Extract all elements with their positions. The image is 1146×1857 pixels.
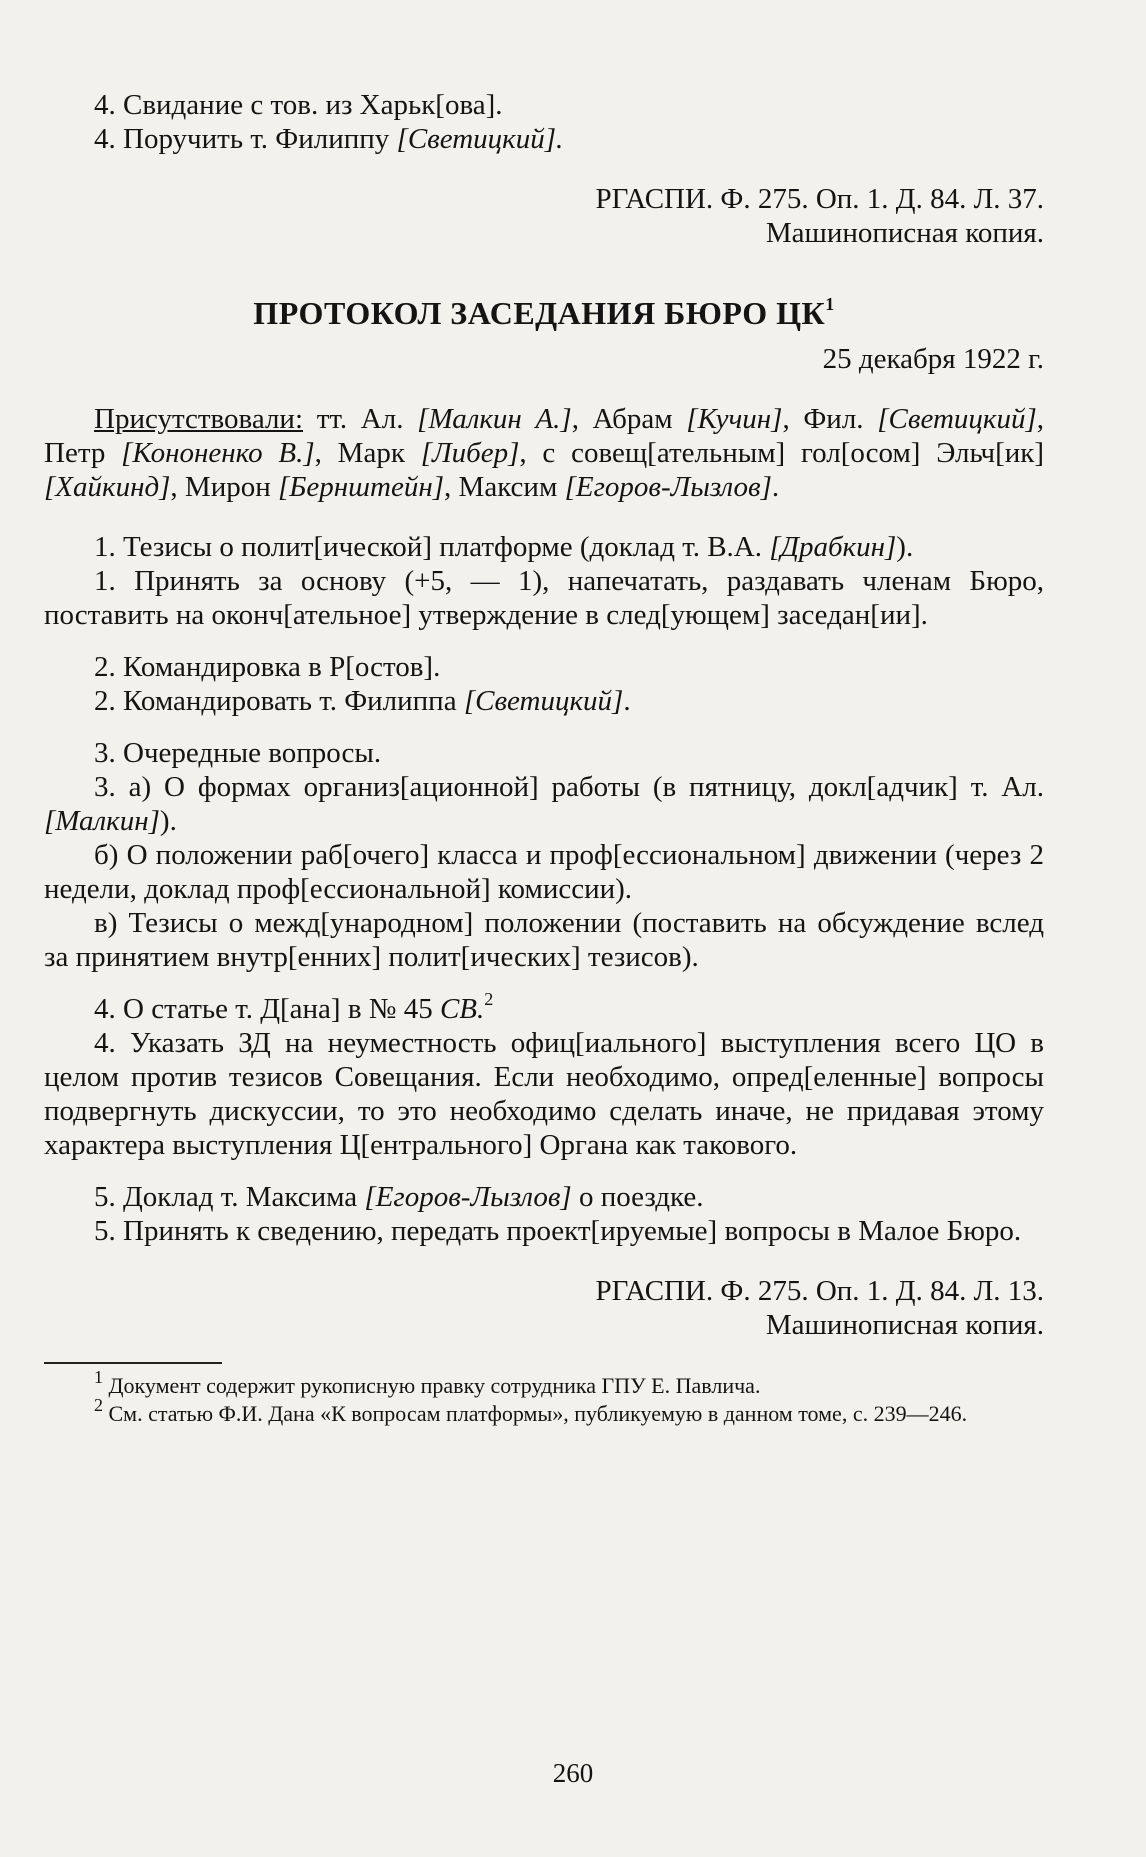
item-4-heading-text: 4. О статье т. Д[ана] в № 45 (94, 993, 440, 1025)
item-3a-end: ). (159, 805, 177, 837)
attendee-name: [Егоров-Лызлов] (564, 471, 772, 503)
attendees-paragraph (44, 402, 1044, 504)
footnote-1-mark: 1 (94, 1366, 103, 1387)
attendees-label: Присутствовали: (94, 403, 304, 435)
item-3a-name: [Малкин] (44, 805, 160, 837)
item-3-heading: 3. Очередные вопросы. (94, 737, 382, 769)
protocol-date: 25 декабря 1922 г. (822, 343, 1044, 375)
item-5-heading (44, 1180, 1044, 1214)
item-5-decision: 5. Принять к сведению, передать проект[ируемые] вопросы в Малое Бюро. (94, 1215, 1022, 1247)
attendee-text: , Мирон (170, 471, 278, 503)
item-1-decision: 1. Принять за основу (+5, — 1), напечатать, раздавать членам Бюро, поставить на оконч[ательное] утверждение в след[ующем] заседан[ии]. (44, 565, 1044, 631)
item-4-heading (44, 989, 1044, 1026)
attendee-name: [Кучин] (686, 403, 783, 435)
attendee-text: , Марк (314, 437, 421, 469)
attendee-name: [Кононенко В.] (121, 437, 315, 469)
top-line-2-text: 4. Поручить т. Филиппу (94, 123, 397, 155)
item-2-heading: 2. Командировка в Р[остов]. (94, 651, 441, 683)
item-3-decision-a (44, 770, 1044, 838)
attendee-text: , Петр (44, 403, 1044, 469)
page-number: 260 (552, 1758, 594, 1788)
item-1-heading-text: 1. Тезисы о полит[ической] платформе (доклад т. В.А. (94, 531, 770, 563)
item-5-name: [Егоров-Лызлов] (364, 1181, 572, 1213)
item-3-decision-c: в) Тезисы о межд[ународном] положении (поставить на обсуждение вслед за принятием внутр[енних] полит[ических] тезисов). (44, 907, 1044, 973)
attendee-text: , Фил. (782, 403, 878, 435)
attendee-name: [Малкин А.] (417, 403, 572, 435)
item-1-heading (44, 530, 1044, 564)
archive-source-2: РГАСПИ. Ф. 275. Оп. 1. Д. 84. Л. 13. (595, 1275, 1044, 1307)
item-4-journal: СВ. (439, 993, 485, 1025)
attendee-name: [Бернштейн] (278, 471, 445, 503)
item-5-heading-end: о поездке. (571, 1181, 704, 1213)
top-line-2 (44, 122, 1044, 156)
item-3a-text: 3. а) О формах организ[ационной] работы (в пятницу, докл[адчик] т. Ал. (94, 771, 1044, 803)
footnote-rule (44, 1362, 222, 1364)
attendee-name: [Либер] (420, 437, 520, 469)
top-line-2-name: [Светицкий]. (396, 123, 564, 155)
top-line-1: 4. Свидание с тов. из Харьк[ова]. (94, 89, 503, 121)
footnote-2 (44, 1394, 1044, 1428)
archive-source-1: РГАСПИ. Ф. 275. Оп. 1. Д. 84. Л. 37. (595, 183, 1044, 215)
attendee-name: [Светицкий] (877, 403, 1037, 435)
attendee-text: . (771, 471, 780, 503)
attendee-text: , Максим (444, 471, 565, 503)
item-5-heading-text: 5. Доклад т. Максима (94, 1181, 365, 1213)
attendee-text: , с совещ[ательным] гол[осом] Эльч[ик] (519, 437, 1045, 469)
page-content (44, 88, 1044, 1428)
copy-note-1: Машинописная копия. (765, 217, 1044, 249)
footnote-2-mark: 2 (94, 1394, 103, 1415)
item-2-decision-text: 2. Командировать т. Филиппа (94, 685, 464, 717)
item-1-speaker: [Драбкин] (769, 531, 897, 563)
item-2-decision-end: . (623, 685, 631, 717)
attendee-name: [Хайкинд] (44, 471, 171, 503)
protocol-title (44, 294, 1044, 332)
footnote-1-text: Документ содержит рукописную правку сотрудника ГПУ Е. Павлича. (103, 1373, 761, 1398)
protocol-title-text: ПРОТОКОЛ ЗАСЕДАНИЯ БЮРО ЦК (253, 295, 826, 331)
item-2-name: [Светицкий] (463, 685, 624, 717)
item-4-footnote-mark: 2 (484, 989, 494, 1010)
item-2-decision (44, 684, 1044, 718)
attendee-text: тт. Ал. (303, 403, 418, 435)
footnote-2-text: См. статью Ф.И. Дана «К вопросам платформы», публикуемую в данном томе, с. 239—246. (103, 1401, 968, 1426)
footnote-1 (44, 1366, 1044, 1400)
item-3-decision-b: б) О положении раб[очего] класса и проф[ессиональном] движении (через 2 недели, доклад проф[ессиональной] комиссии). (44, 839, 1044, 905)
protocol-title-footnote-mark: 1 (825, 294, 835, 315)
item-1-heading-end: ). (896, 531, 914, 563)
attendee-text: , Абрам (571, 403, 687, 435)
copy-note-2: Машинописная копия. (765, 1309, 1044, 1341)
item-4-decision: 4. Указать ЗД на неуместность офиц[иального] выступления всего ЦО в целом против тезисов Совещания. Если необходимо, опред[еленные] вопросы подвергнуть дискуссии, то это необходимо сделать иначе, не придавая этому характера выступления Ц[ентрального] Органа как такового. (44, 1027, 1044, 1161)
